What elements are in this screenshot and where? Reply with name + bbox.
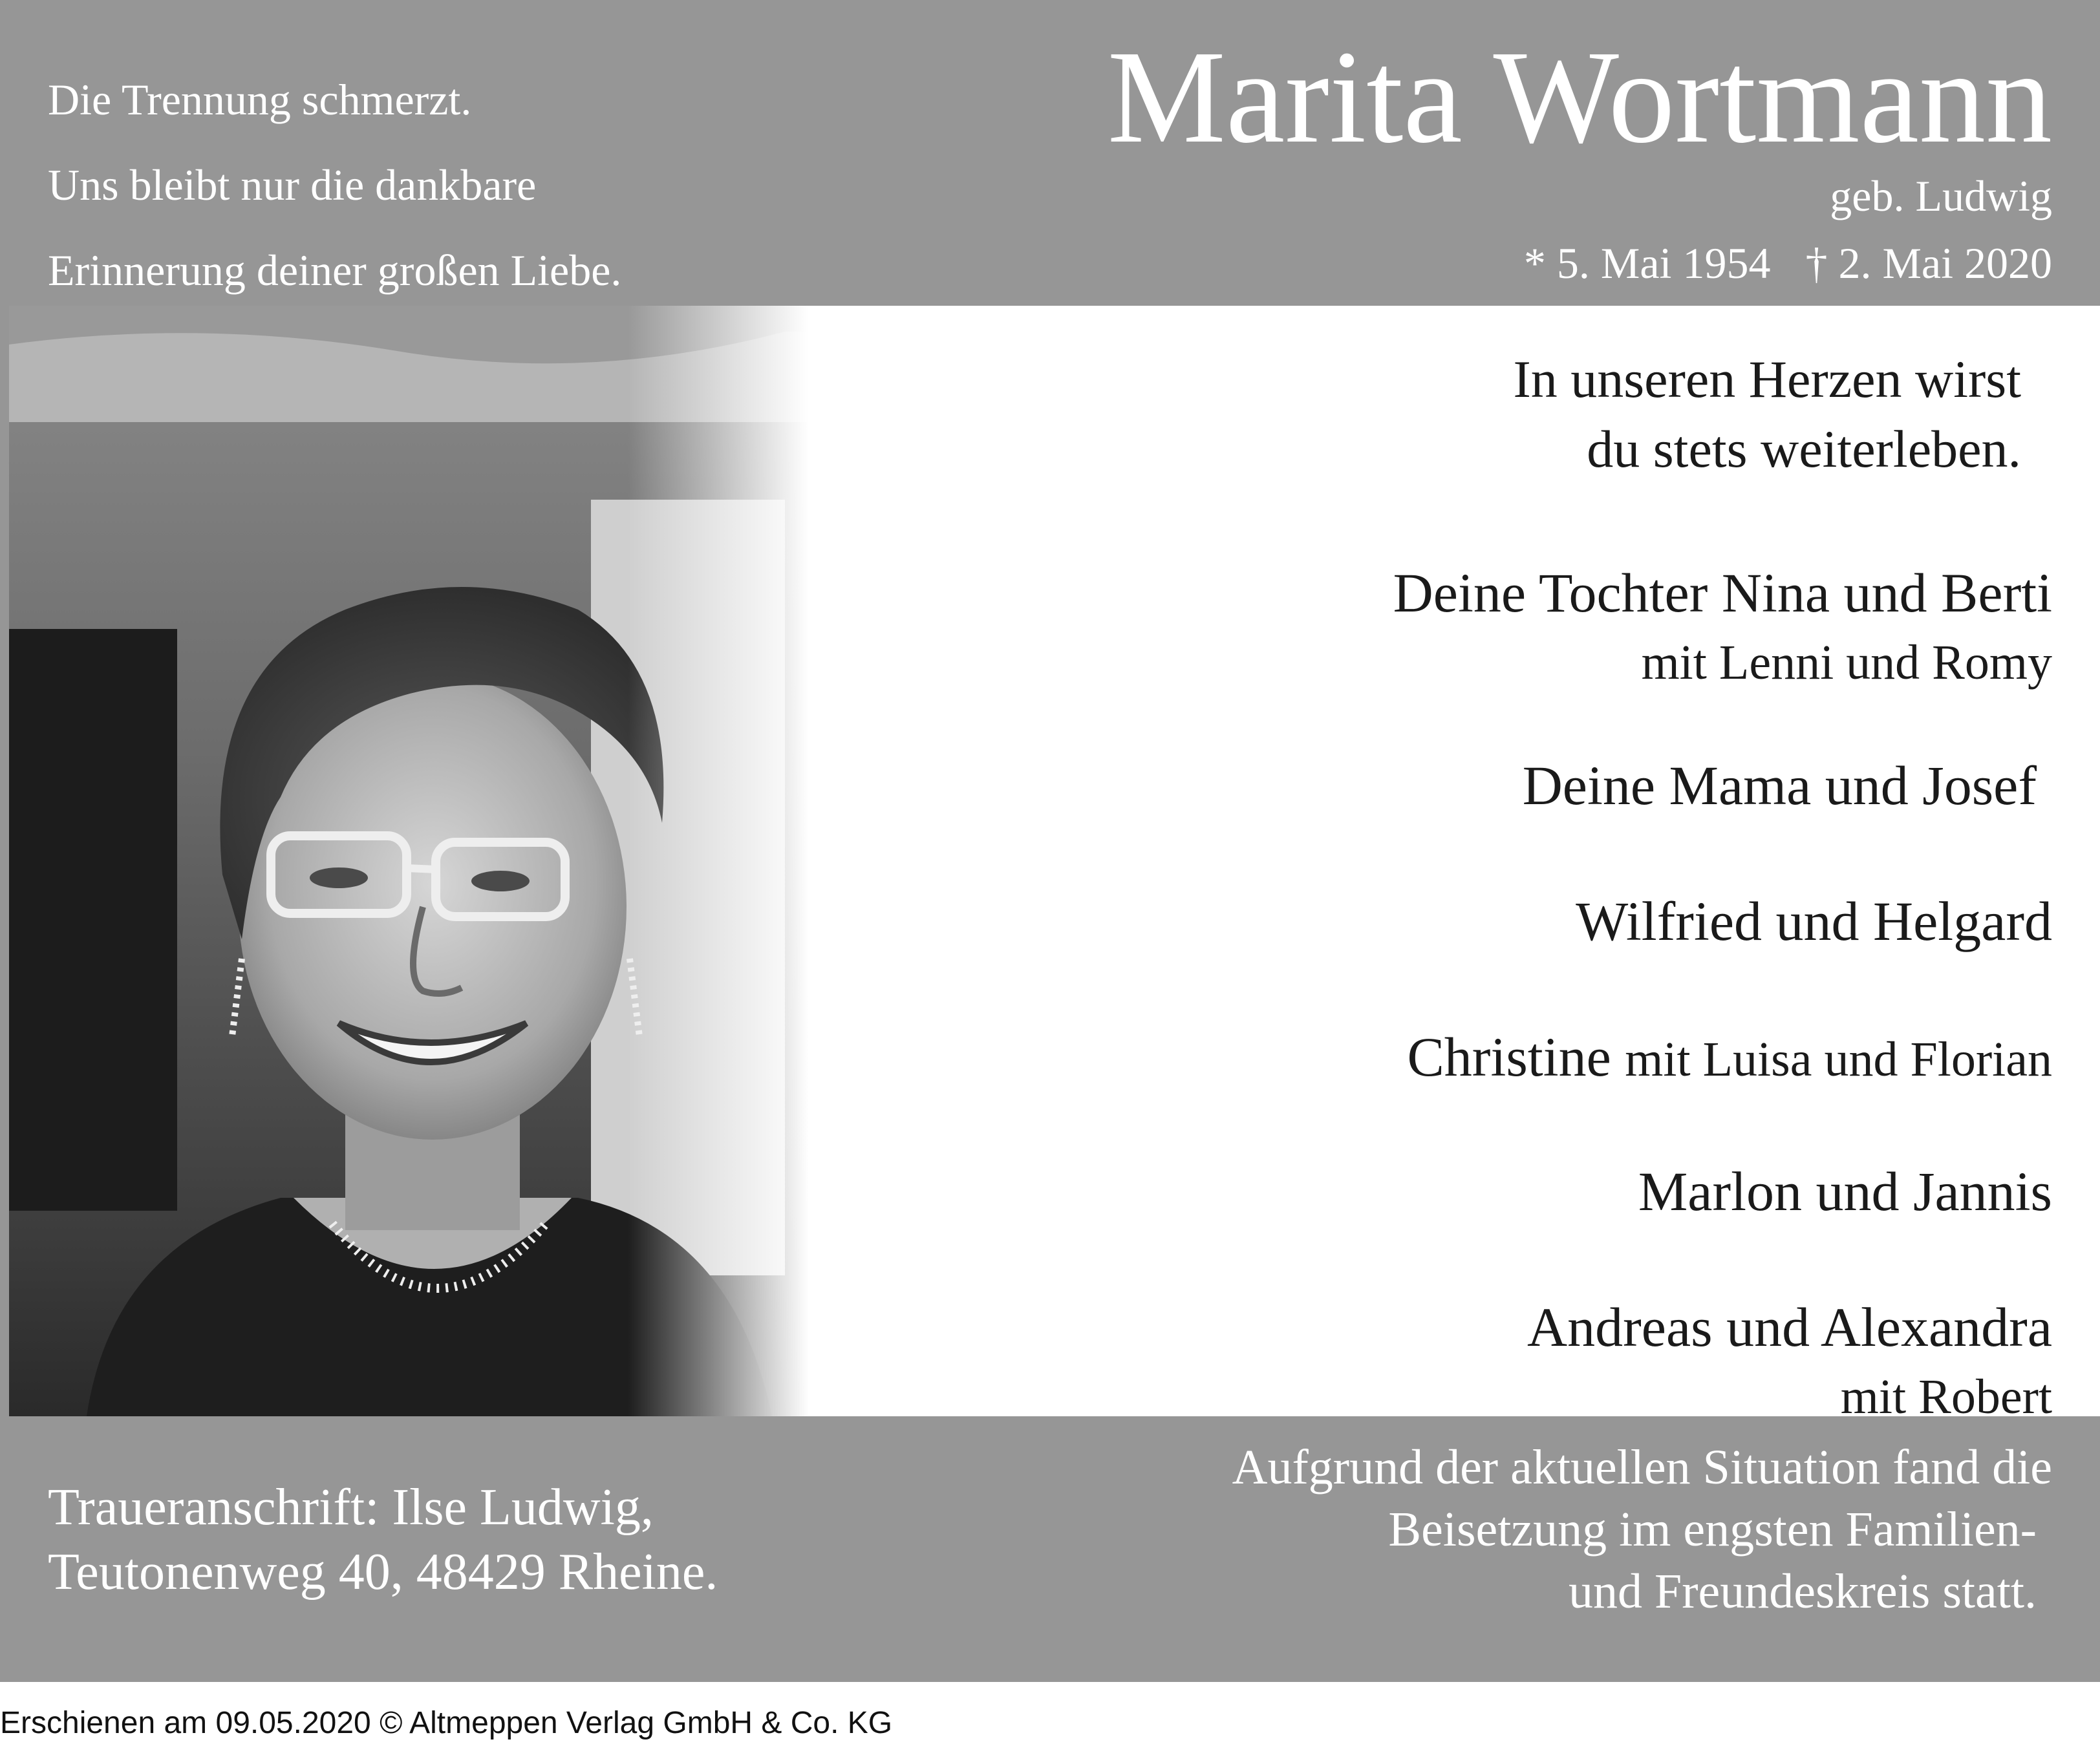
verse-line: du stets weiterleben.: [1587, 420, 2021, 478]
mourner-subnames: mit Lenni und Romy: [1641, 635, 2052, 690]
mourner-group: [1407, 1022, 2052, 1094]
mourner-group: [1576, 886, 2052, 956]
mourner-group: [1527, 1292, 2052, 1416]
mourner-names: Andreas und Alexandra: [1527, 1296, 2052, 1358]
info-line: und Freundeskreis statt.: [1568, 1564, 2037, 1619]
info-line: Beisetzung im engsten Familien-: [1388, 1502, 2037, 1557]
motto-line: Die Trennung schmerzt.: [48, 75, 472, 124]
motto-line: Uns bleibt nur die dankbare: [48, 160, 537, 209]
mourner-subnames: mit Robert: [1840, 1370, 2052, 1416]
burial-info: [1232, 1436, 2052, 1622]
motto-text: [48, 57, 824, 313]
mourner-names: Wilfried und Helgard: [1576, 890, 2052, 952]
deceased-name: Marita Wortmann: [1107, 23, 2052, 171]
mourner-group: [1638, 1156, 2052, 1226]
life-dates: [1524, 234, 2052, 292]
birth-date: * 5. Mai 1954: [1523, 239, 1771, 288]
publication-line: Erschienen am 09.05.2020 © Altmeppen Verlag GmbH & Co. KG: [0, 1706, 893, 1740]
address-line: Teutonenweg 40, 48429 Rheine.: [48, 1544, 718, 1601]
mourner-names: Deine Mama und Josef: [1522, 754, 2037, 816]
mourner-group: [1393, 558, 2052, 697]
address-line: Traueranschrift: Ilse Ludwig,: [48, 1479, 654, 1536]
mourner-names: Christine: [1407, 1026, 1611, 1088]
mourning-address: [48, 1475, 718, 1604]
info-line: Aufgrund der aktuellen Situation fand die: [1232, 1440, 2052, 1494]
memorial-verse: [1513, 345, 2021, 484]
mourner-names: Deine Tochter Nina und Berti: [1393, 562, 2052, 624]
death-date: † 2. Mai 2020: [1805, 239, 2052, 288]
mourner-subnames: mit Luisa und Florian: [1625, 1032, 2052, 1087]
portrait-photo: [9, 306, 869, 1416]
content-panel: [9, 306, 2100, 1416]
mourner-names: Marlon und Jannis: [1638, 1160, 2052, 1222]
motto-line: Erinnerung deiner großen Liebe.: [48, 246, 622, 295]
mourner-group: [1523, 750, 2037, 820]
verse-line: In unseren Herzen wirst: [1513, 350, 2021, 409]
maiden-name: geb. Ludwig: [1830, 171, 2052, 220]
